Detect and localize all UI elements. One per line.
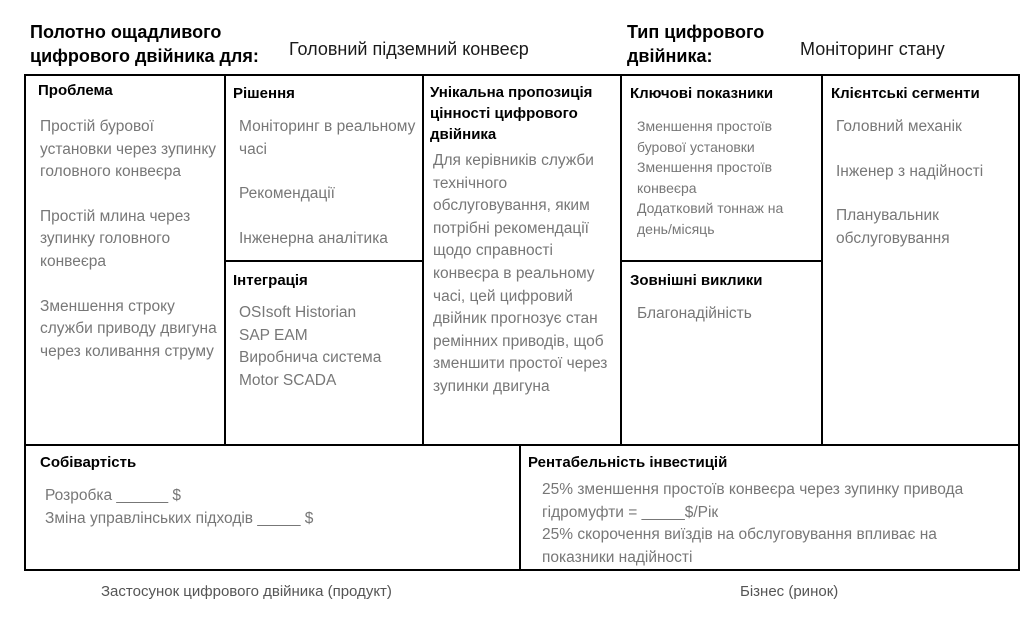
integration-list	[239, 302, 419, 392]
list-item: 25% зменшення простоїв конвеєра через зупинку привода гідромуфти = _____$/Рік	[542, 481, 964, 521]
list-item: Додатковий тоннаж на день/місяць	[637, 200, 784, 237]
external-challenges-list	[637, 303, 817, 326]
list-item: SAP EAM	[239, 326, 308, 344]
twin-type-title: Тип цифрового двійника:	[627, 22, 765, 66]
list-item: Благонадійність	[637, 305, 752, 322]
list-item: Зменшення строку служби приводу двигуна через коливання струму	[40, 297, 217, 360]
list-item: Інженер з надійності	[836, 162, 984, 180]
problem-heading: Проблема	[38, 82, 113, 99]
list-item: Простій млина через зупинку головного конвеєра	[40, 207, 191, 270]
customer-segments-list	[836, 116, 1016, 250]
solution-heading: Рішення	[233, 85, 295, 102]
list-item: Зменшення простоїв конвеєра	[637, 159, 773, 196]
list-item: Зміна управлінських підходів _____ $	[45, 509, 314, 527]
list-item: Головний механік	[836, 118, 962, 135]
list-item: Інженерна аналітика	[239, 229, 388, 247]
list-item: 25% скорочення виїздів на обслуговування впливає на показники надійності	[542, 526, 937, 566]
list-item: Рекомендації	[239, 185, 335, 203]
canvas-subject: Головний підземний конвеєр	[289, 39, 529, 59]
external-challenges-heading: Зовнішні виклики	[630, 272, 763, 289]
value-proposition-heading: Унікальна пропозиція цінності цифрового двійника	[430, 84, 593, 143]
list-item: OSIsoft Historian	[239, 304, 357, 321]
footer-product-label: Застосунок цифрового двійника (продукт)	[101, 583, 392, 600]
integration-heading: Інтеграція	[233, 272, 308, 289]
key-metrics-list	[637, 116, 819, 239]
twin-type-value: Моніторинг стану	[800, 39, 945, 59]
canvas-title: Полотно ощадливого цифрового двійника для:	[30, 22, 259, 66]
list-item: Motor SCADA	[239, 371, 337, 389]
value-proposition-text: Для керівників служби технічного обслуговування, яким потрібні рекомендації щодо справності конвеєра в реальному часі, цей цифровий двійник прогнозує стан ремінних приводів, щоб зменшити простої через зупинки двигуна	[433, 152, 608, 395]
customer-segments-heading: Клієнтські сегменти	[831, 85, 980, 102]
list-item: Простій бурової установки через зупинку головного конвеєра	[40, 118, 217, 181]
list-item: Зменшення простоїв бурової установки	[637, 118, 773, 155]
cost-heading: Собівартість	[40, 454, 137, 471]
solution-list	[239, 116, 419, 250]
list-item: Розробка ______ $	[45, 487, 182, 504]
roi-heading: Рентабельність інвестицій	[528, 454, 728, 471]
list-item: Планувальник обслуговування	[836, 207, 950, 247]
cost-list	[45, 485, 505, 530]
key-metrics-heading: Ключові показники	[630, 85, 774, 102]
problem-list	[40, 116, 220, 363]
list-item: Виробнича система	[239, 349, 382, 367]
footer-business-label: Бізнес (ринок)	[740, 583, 839, 600]
roi-list	[542, 479, 972, 569]
list-item: Моніторинг в реальному часі	[239, 118, 416, 158]
